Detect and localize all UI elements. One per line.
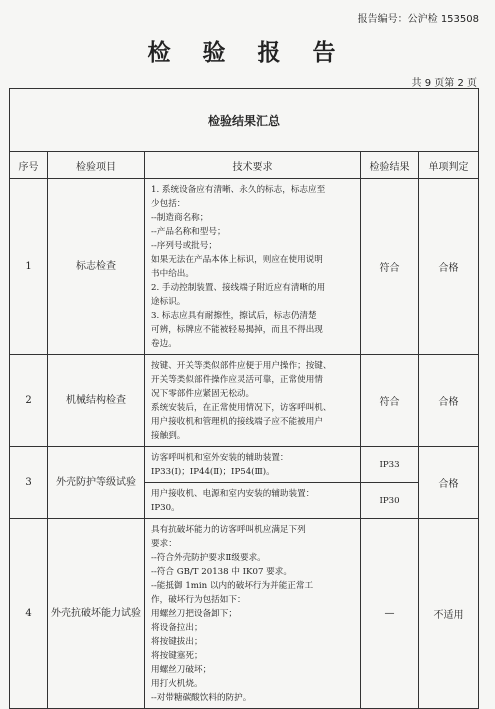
text-line: IP30。 <box>151 503 180 513</box>
row-result: IP30 <box>361 483 419 519</box>
text-line: 开关等类似部件操作应灵活可靠，正常使用情 <box>151 375 323 385</box>
text-line: 外壳防护等级 <box>56 476 116 488</box>
text-line: 具有抗破坏能力的访客呼叫机应满足下列 <box>151 525 306 535</box>
text-line: --符合 GB/T 20138 中 IK07 要求。 <box>151 567 292 577</box>
row-item <box>48 447 145 519</box>
text-line: 如果无法在产品本体上标识，则应在使用说明 <box>151 255 323 265</box>
text-line: 试验 <box>116 476 136 488</box>
row-verdict: 合格 <box>419 179 479 355</box>
text-line: 用打火机烧。 <box>151 679 203 689</box>
text-line: 按键、开关等类似部件应便于用户操作；按键、 <box>151 361 332 371</box>
header-requirement: 技术要求 <box>145 152 361 179</box>
row-result: 符合 <box>361 355 419 447</box>
row-verdict: 合格 <box>419 447 479 519</box>
text-line: 用螺丝刀把设备卸下； <box>151 609 237 619</box>
text-line: 系统安装后，在正常使用情况下，访客呼叫机、 <box>151 403 332 413</box>
text-line: 用户接收机、电源和室内安装的辅助装置： <box>151 489 315 499</box>
header-verdict: 单项判定 <box>419 152 479 179</box>
text-line: --序列号或批号； <box>151 241 217 251</box>
text-line: 将按键拔出； <box>151 637 203 647</box>
table-row <box>10 179 479 355</box>
table-row <box>10 519 479 709</box>
text-line: --制造商名称； <box>151 213 209 223</box>
row-requirement <box>145 483 361 519</box>
text-line: 书中给出。 <box>151 269 194 279</box>
text-line: 要求： <box>151 539 177 549</box>
report-title: 检 验 报 告 <box>147 39 348 66</box>
row-result: 符合 <box>361 179 419 355</box>
text-line: --符合外壳防护要求Ⅱ级要求。 <box>151 553 266 563</box>
table-row <box>10 355 479 447</box>
text-line: --对带糖碳酸饮料的防护。 <box>151 693 252 703</box>
row-item <box>48 519 145 709</box>
row-verdict: 不适用 <box>419 519 479 709</box>
text-line: --产品名称和型号； <box>151 227 226 237</box>
text-line: 1. 系统设备应有清晰、永久的标志，标志应至 <box>151 185 326 195</box>
text-line: 能力试验 <box>101 607 141 619</box>
row-requirement <box>145 447 361 483</box>
header-seq: 序号 <box>10 152 48 179</box>
report-number: 报告编号：公沪检 153508 <box>357 14 479 25</box>
page-info: 共 9 页第 2 页 <box>411 78 477 89</box>
text-line: 途标识。 <box>151 297 186 307</box>
row-result: — <box>361 519 419 709</box>
summary-title: 检验结果汇总 <box>10 89 479 152</box>
row-verdict: 合格 <box>419 355 479 447</box>
row-item: 标志检查 <box>48 179 145 355</box>
text-line: 卷边。 <box>151 339 177 349</box>
row-requirement <box>145 355 361 447</box>
row-item: 机械结构检查 <box>48 355 145 447</box>
text-line: 接触到。 <box>151 431 186 441</box>
row-seq: 1 <box>10 179 48 355</box>
row-requirement <box>145 179 361 355</box>
text-line: 作，破坏行为包括如下： <box>151 595 246 605</box>
text-line: --能抵御 1min 以内的破坏行为并能正常工 <box>151 581 314 591</box>
text-line: 少包括： <box>151 199 186 209</box>
text-line: 可辨，标牌应不能被轻易揭掉，而且不得出现 <box>151 325 323 335</box>
text-line: 将设备拉出； <box>151 623 203 633</box>
text-line: 2. 手动控制装置、接线端子附近应有清晰的用 <box>151 283 326 293</box>
text-line: 将按键塞死； <box>151 651 203 661</box>
row-requirement <box>145 519 361 709</box>
text-line: 用螺丝刀破坏； <box>151 665 212 675</box>
row-result: IP33 <box>361 447 419 483</box>
row-seq: 3 <box>10 447 48 519</box>
header-result: 检验结果 <box>361 152 419 179</box>
text-line: 外壳抗破坏 <box>51 607 101 619</box>
row-seq: 2 <box>10 355 48 447</box>
text-line: 访客呼叫机和室外安装的辅助装置： <box>151 453 289 463</box>
results-table <box>9 88 479 709</box>
text-line: 况下零部件应紧固无松动。 <box>151 389 255 399</box>
row-seq: 4 <box>10 519 48 709</box>
text-line: 用户接收机和管理机的接线端子应不能被用户 <box>151 417 323 427</box>
text-line: IP33(Ⅰ)；IP44(Ⅱ)；IP54(Ⅲ)。 <box>151 467 275 477</box>
table-row <box>10 447 479 483</box>
text-line: 3. 标志应具有耐擦性，擦试后，标志仍清楚 <box>151 311 317 321</box>
header-item: 检验项目 <box>48 152 145 179</box>
